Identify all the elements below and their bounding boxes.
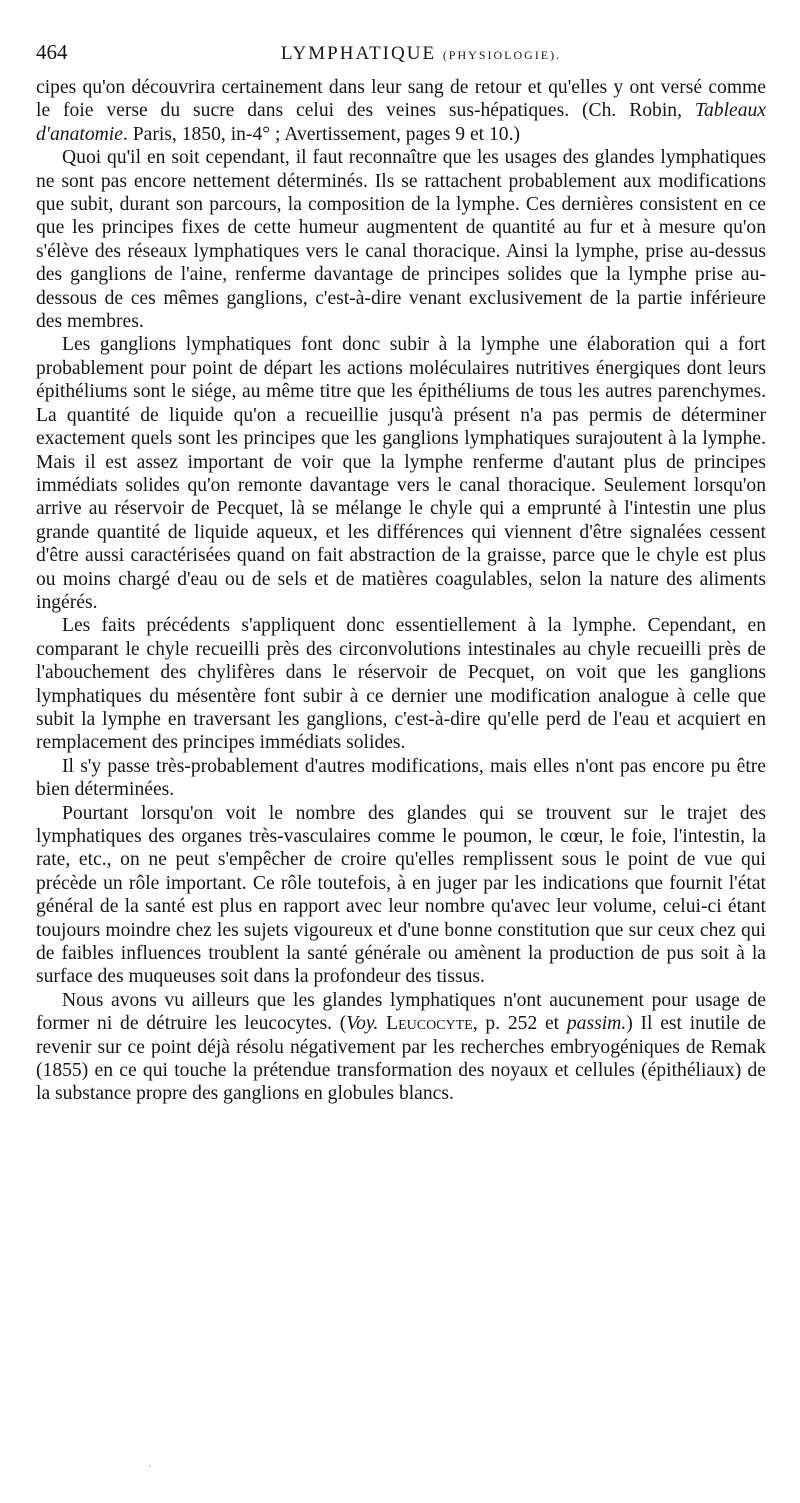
paragraph-text: ) Il est inutile de revenir sur ce point déjà résolu négativement par les recherches embryogéniques de Remak (1855) en ce qui touche la prétendue transformation des noyaux et cellules (épithéliaux) de la substance propre des ganglions en globules blancs.	[36, 1013, 766, 1105]
paragraph: Les ganglions lymphatiques font donc subir à la lymphe une élaboration qui a fort probablement pour point de départ les actions moléculaires nutritives énergiques dont leurs épithéliums sont le siége, au même titre que les épithéliums de tous les autres parenchymes. La quantité de liquide qu'on a recueillie jusqu'à présent n'a pas permis de déterminer exactement quels sont les principes que les ganglions lymphatiques surajoutent à la lymphe. Mais il est assez important de voir que la lymphe renferme d'autant plus de principes immédiats solides qu'on remonte davantage vers le canal thoracique. Seulement lorsqu'on arrive au réservoir de Pecquet, là se mélange le chyle qui a emprunté à l'intestin une plus grande quantité de liquide aqueux, et les différences qui viennent d'être signalées cessent d'être aussi caractérisées quand on fait abstraction de la graisse, parce que le chyle est plus ou moins chargé d'eau ou de sels et de matières coagulables, selon la nature des aliments ingérés.	[36, 334, 766, 613]
paragraph-text: cipes qu'on découvrira certainement dans leur sang de retour et qu'elles y ont versé comme le foie verse du sucre dans celui des veines sus-hépatiques. (Ch. Robin,	[36, 77, 766, 122]
print-speck: ·	[148, 1462, 152, 1473]
page-number: 464	[36, 40, 68, 64]
paragraph-final	[36, 989, 766, 1106]
paragraph-text: Nous avons vu ailleurs que les glandes lymphatiques n'ont aucunement pour usage de former ni de détruire les leucocytes. (	[36, 989, 766, 1035]
paragraph-text: , p. 252 et	[472, 1013, 567, 1035]
cited-title: Tableaux d'anatomie	[36, 100, 766, 145]
paragraph: Il s'y passe très-probablement d'autres modifications, mais elles n'ont pas encore pu être bien déterminées.	[36, 755, 766, 801]
paragraph-text: . Paris, 1850, in-4° ; Avertissement, pages 9 et 10.)	[122, 123, 521, 145]
running-head	[76, 43, 766, 65]
body-text	[36, 76, 766, 1106]
cross-reference: Leucocyte	[386, 1013, 473, 1035]
running-head-subtitle: (PHYSIOLOGIE).	[442, 48, 562, 62]
paragraph-continuation	[36, 76, 766, 146]
passim-term: passim.	[566, 1013, 627, 1035]
running-head-title: LYMPHATIQUE	[280, 43, 437, 64]
paragraph: Pourtant lorsqu'on voit le nombre des glandes qui se trouvent sur le trajet des lymphatiques des organes très-vasculaires comme le poumon, le cœur, le foie, l'intestin, la rate, etc., on ne peut s'empêcher de croire qu'elles remplissent sous le point de vue qui précède un rôle important. Ce rôle toutefois, à en juger par les indications que fournit l'état général de la santé est plus en rapport avec leur nombre qu'avec leur volume, celui-ci étant toujours moindre chez les sujets vigoureux et d'une bonne constitution que sur ceux chez qui de faibles influences troublent la santé générale ou amènent la production de pus soit à la surface des muqueuses soit dans la profondeur des tissus.	[36, 802, 766, 988]
abbreviation-voy: Voy.	[346, 1013, 379, 1035]
page-header	[36, 0, 766, 70]
paragraph: Quoi qu'il en soit cependant, il faut reconnaître que les usages des glandes lymphatiques ne sont pas encore nettement déterminés. Ils se rattachent probablement aux modifications que subit, durant son parcours, la composition de la lymphe. Ces dernières consistent en ce que les principes fixes de cette humeur augmentent de quantité au fur et à mesure qu'on s'élève des réseaux lymphatiques vers le canal thoracique. Ainsi la lymphe, prise au-dessus des ganglions de l'aine, renferme davantage de principes solides que la lymphe prise au-dessous de ces mêmes ganglions, c'est-à-dire venant exclusivement de la partie inférieure des membres.	[36, 147, 766, 333]
paragraph: Les faits précédents s'appliquent donc essentiellement à la lymphe. Cependant, en comparant le chyle recueilli près des circonvolutions intestinales au chyle recueilli près de l'abouchement des chylifères dans le réservoir de Pecquet, on voit que les ganglions lymphatiques du mésentère font subir à ce dernier une modification analogue à celle que subit la lymphe en traversant les ganglions, c'est-à-dire qu'elle perd de l'eau et acquiert en remplacement des principes immédiats solides.	[36, 615, 766, 754]
